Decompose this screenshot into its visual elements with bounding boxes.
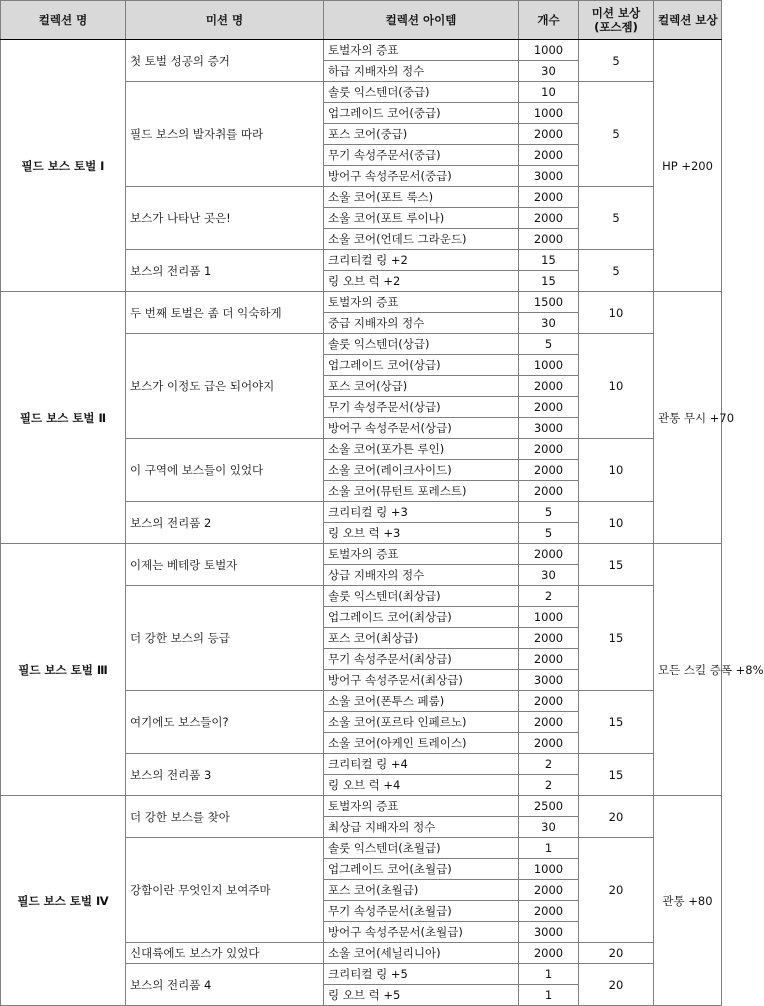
item-count-cell: 2 xyxy=(519,586,579,607)
header-collection-item: 컬렉션 아이템 xyxy=(324,1,519,40)
collection-item-cell: 솔룻 익스텐더(상급) xyxy=(324,334,519,355)
mission-reward-cell: 20 xyxy=(579,964,654,1006)
collection-item-cell: 링 오브 럭 +4 xyxy=(324,775,519,796)
item-count-cell: 2000 xyxy=(519,628,579,649)
collection-item-cell: 중급 지배자의 정수 xyxy=(324,313,519,334)
item-count-cell: 30 xyxy=(519,313,579,334)
collection-item-cell: 소울 코어(언데드 그라운드) xyxy=(324,229,519,250)
header-collection-reward: 컬렉션 보상 xyxy=(654,1,722,40)
collection-item-cell: 소울 코어(세닐리니아) xyxy=(324,943,519,964)
item-count-cell: 2000 xyxy=(519,880,579,901)
table-body xyxy=(1,40,764,1006)
item-count-cell: 2000 xyxy=(519,649,579,670)
collection-item-cell: 솔룻 익스텐더(초월급) xyxy=(324,838,519,859)
collection-item-cell: 방어구 속성주문서(중급) xyxy=(324,166,519,187)
collection-item-cell: 포스 코어(상급) xyxy=(324,376,519,397)
item-count-cell: 3000 xyxy=(519,418,579,439)
item-count-cell: 1000 xyxy=(519,103,579,124)
collection-item-cell: 포스 코어(중급) xyxy=(324,124,519,145)
mission-reward-cell: 10 xyxy=(579,334,654,439)
collection-reward-cell: 관통 +80 xyxy=(654,796,722,1006)
collection-item-cell: 솔룻 익스텐더(최상급) xyxy=(324,586,519,607)
collection-item-cell: 크리티컬 링 +3 xyxy=(324,502,519,523)
mission-name-cell: 보스의 전리품 1 xyxy=(126,250,324,292)
mission-reward-cell: 10 xyxy=(579,439,654,502)
mission-name-cell: 첫 토벌 성공의 증거 xyxy=(126,40,324,82)
collection-item-cell: 소울 코어(아케인 트레이스) xyxy=(324,733,519,754)
mission-name-cell: 여기에도 보스들이? xyxy=(126,691,324,754)
item-count-cell: 1 xyxy=(519,964,579,985)
mission-name-cell: 보스의 전리품 4 xyxy=(126,964,324,1006)
item-count-cell: 2000 xyxy=(519,187,579,208)
collection-item-cell: 업그레이드 코어(최상급) xyxy=(324,607,519,628)
collection-item-cell: 하급 지배자의 정수 xyxy=(324,61,519,82)
mission-reward-cell: 15 xyxy=(579,586,654,691)
collection-item-cell: 토벌자의 증표 xyxy=(324,544,519,565)
mission-name-cell: 이제는 베테랑 토벌자 xyxy=(126,544,324,586)
mission-reward-cell: 10 xyxy=(579,292,654,334)
item-count-cell: 2000 xyxy=(519,691,579,712)
item-count-cell: 2000 xyxy=(519,544,579,565)
collection-item-cell: 솔룻 익스텐더(중급) xyxy=(324,82,519,103)
item-count-cell: 15 xyxy=(519,250,579,271)
item-count-cell: 30 xyxy=(519,817,579,838)
item-count-cell: 2000 xyxy=(519,208,579,229)
mission-reward-cell: 20 xyxy=(579,796,654,838)
collection-item-cell: 포스 코어(초월급) xyxy=(324,880,519,901)
item-count-cell: 2000 xyxy=(519,229,579,250)
item-count-cell: 2000 xyxy=(519,439,579,460)
collection-item-cell: 무기 속성주문서(상급) xyxy=(324,397,519,418)
collection-item-cell: 최상급 지배자의 정수 xyxy=(324,817,519,838)
item-count-cell: 2000 xyxy=(519,145,579,166)
mission-name-cell: 보스의 전리품 2 xyxy=(126,502,324,544)
collection-item-cell: 크리티컬 링 +4 xyxy=(324,754,519,775)
mission-name-cell: 강함이란 무엇인지 보여주마 xyxy=(126,838,324,943)
mission-reward-cell: 5 xyxy=(579,82,654,187)
collection-name-cell: 필드 보스 토벌 Ⅰ xyxy=(1,40,126,292)
collection-item-cell: 무기 속성주문서(중급) xyxy=(324,145,519,166)
collection-name-cell: 필드 보스 토벌 Ⅱ xyxy=(1,292,126,544)
collection-item-cell: 크리티컬 링 +5 xyxy=(324,964,519,985)
collection-item-cell: 업그레이드 코어(상급) xyxy=(324,355,519,376)
collection-reward-cell: 모든 스킬 증폭 +8% xyxy=(654,544,722,796)
collection-name-cell: 필드 보스 토벌 Ⅳ xyxy=(1,796,126,1006)
item-count-cell: 15 xyxy=(519,271,579,292)
collection-item-cell: 링 오브 럭 +5 xyxy=(324,985,519,1006)
item-count-cell: 1 xyxy=(519,838,579,859)
collection-item-cell: 방어구 속성주문서(최상급) xyxy=(324,670,519,691)
header-count: 개수 xyxy=(519,1,579,40)
item-count-cell: 2000 xyxy=(519,733,579,754)
item-count-cell: 2000 xyxy=(519,124,579,145)
mission-name-cell: 더 강한 보스의 등급 xyxy=(126,586,324,691)
collection-item-cell: 무기 속성주문서(최상급) xyxy=(324,649,519,670)
mission-reward-cell: 5 xyxy=(579,250,654,292)
table-row xyxy=(1,40,722,61)
mission-name-cell: 두 번째 토벌은 좀 더 익숙하게 xyxy=(126,292,324,334)
header-mission-name: 미션 명 xyxy=(126,1,324,40)
item-count-cell: 3000 xyxy=(519,166,579,187)
collection-item-cell: 방어구 속성주문서(초월급) xyxy=(324,922,519,943)
item-count-cell: 2000 xyxy=(519,712,579,733)
collection-item-cell: 업그레이드 코어(초월급) xyxy=(324,859,519,880)
mission-reward-cell: 10 xyxy=(579,502,654,544)
item-count-cell: 2000 xyxy=(519,397,579,418)
item-count-cell: 2000 xyxy=(519,943,579,964)
item-count-cell: 3000 xyxy=(519,922,579,943)
mission-name-cell: 보스가 나타난 곳은! xyxy=(126,187,324,250)
collection-item-cell: 무기 속성주문서(초월급) xyxy=(324,901,519,922)
collection-item-cell: 상급 지배자의 정수 xyxy=(324,565,519,586)
item-count-cell: 1000 xyxy=(519,607,579,628)
item-count-cell: 2000 xyxy=(519,376,579,397)
header-row xyxy=(1,1,722,40)
table-row xyxy=(1,796,722,817)
item-count-cell: 2000 xyxy=(519,481,579,502)
collection-item-cell: 소울 코어(뮤턴트 포레스트) xyxy=(324,481,519,502)
mission-reward-cell: 15 xyxy=(579,691,654,754)
item-count-cell: 30 xyxy=(519,61,579,82)
table-row xyxy=(1,292,722,313)
item-count-cell: 2 xyxy=(519,754,579,775)
item-count-cell: 5 xyxy=(519,334,579,355)
mission-reward-cell: 20 xyxy=(579,943,654,964)
collection-item-cell: 소울 코어(포가튼 루인) xyxy=(324,439,519,460)
mission-reward-cell: 15 xyxy=(579,544,654,586)
item-count-cell: 2000 xyxy=(519,901,579,922)
item-count-cell: 5 xyxy=(519,502,579,523)
header-mission-reward-line1: 미션 보상 xyxy=(591,6,641,20)
mission-reward-cell: 5 xyxy=(579,187,654,250)
collection-item-cell: 소울 코어(포트 룩스) xyxy=(324,187,519,208)
collection-item-cell: 토벌자의 증표 xyxy=(324,292,519,313)
collection-item-cell: 방어구 속성주문서(상급) xyxy=(324,418,519,439)
item-count-cell: 1000 xyxy=(519,355,579,376)
item-count-cell: 5 xyxy=(519,523,579,544)
item-count-cell: 1500 xyxy=(519,292,579,313)
mission-reward-cell: 5 xyxy=(579,40,654,82)
collection-item-cell: 토벌자의 증표 xyxy=(324,796,519,817)
collection-item-cell: 크리티컬 링 +2 xyxy=(324,250,519,271)
item-count-cell: 10 xyxy=(519,82,579,103)
mission-reward-cell: 20 xyxy=(579,838,654,943)
table-row xyxy=(1,544,722,565)
mission-name-cell: 신대륙에도 보스가 있었다 xyxy=(126,943,324,964)
item-count-cell: 1000 xyxy=(519,859,579,880)
collection-item-cell: 포스 코어(최상급) xyxy=(324,628,519,649)
collection-item-cell: 업그레이드 코어(중급) xyxy=(324,103,519,124)
mission-name-cell: 더 강한 보스를 찾아 xyxy=(126,796,324,838)
collection-item-cell: 소울 코어(레이크사이드) xyxy=(324,460,519,481)
mission-name-cell: 보스가 이정도 급은 되어야지 xyxy=(126,334,324,439)
collection-item-cell: 소울 코어(포트 루이나) xyxy=(324,208,519,229)
item-count-cell: 2500 xyxy=(519,796,579,817)
collection-item-cell: 링 오브 럭 +3 xyxy=(324,523,519,544)
collection-item-cell: 링 오브 럭 +2 xyxy=(324,271,519,292)
item-count-cell: 3000 xyxy=(519,670,579,691)
collection-name-cell: 필드 보스 토벌 Ⅲ xyxy=(1,544,126,796)
item-count-cell: 1000 xyxy=(519,40,579,61)
item-count-cell: 30 xyxy=(519,565,579,586)
collection-item-cell: 소울 코어(포르타 인페르노) xyxy=(324,712,519,733)
header-mission-reward xyxy=(579,1,654,40)
collection-reward-cell: HP +200 xyxy=(654,40,722,292)
collection-item-cell: 토벌자의 증표 xyxy=(324,40,519,61)
collection-reward-cell: 관통 무시 +70 xyxy=(654,292,722,544)
mission-name-cell: 필드 보스의 발자취를 따라 xyxy=(126,82,324,187)
item-count-cell: 2000 xyxy=(519,460,579,481)
item-count-cell: 2 xyxy=(519,775,579,796)
header-collection-name: 컬렉션 명 xyxy=(1,1,126,40)
mission-reward-cell: 15 xyxy=(579,754,654,796)
item-count-cell: 1 xyxy=(519,985,579,1006)
mission-name-cell: 보스의 전리품 3 xyxy=(126,754,324,796)
mission-name-cell: 이 구역에 보스들이 있었다 xyxy=(126,439,324,502)
collection-item-cell: 소울 코어(폰투스 페룸) xyxy=(324,691,519,712)
header-mission-reward-line2: (포스젬) xyxy=(594,20,638,34)
